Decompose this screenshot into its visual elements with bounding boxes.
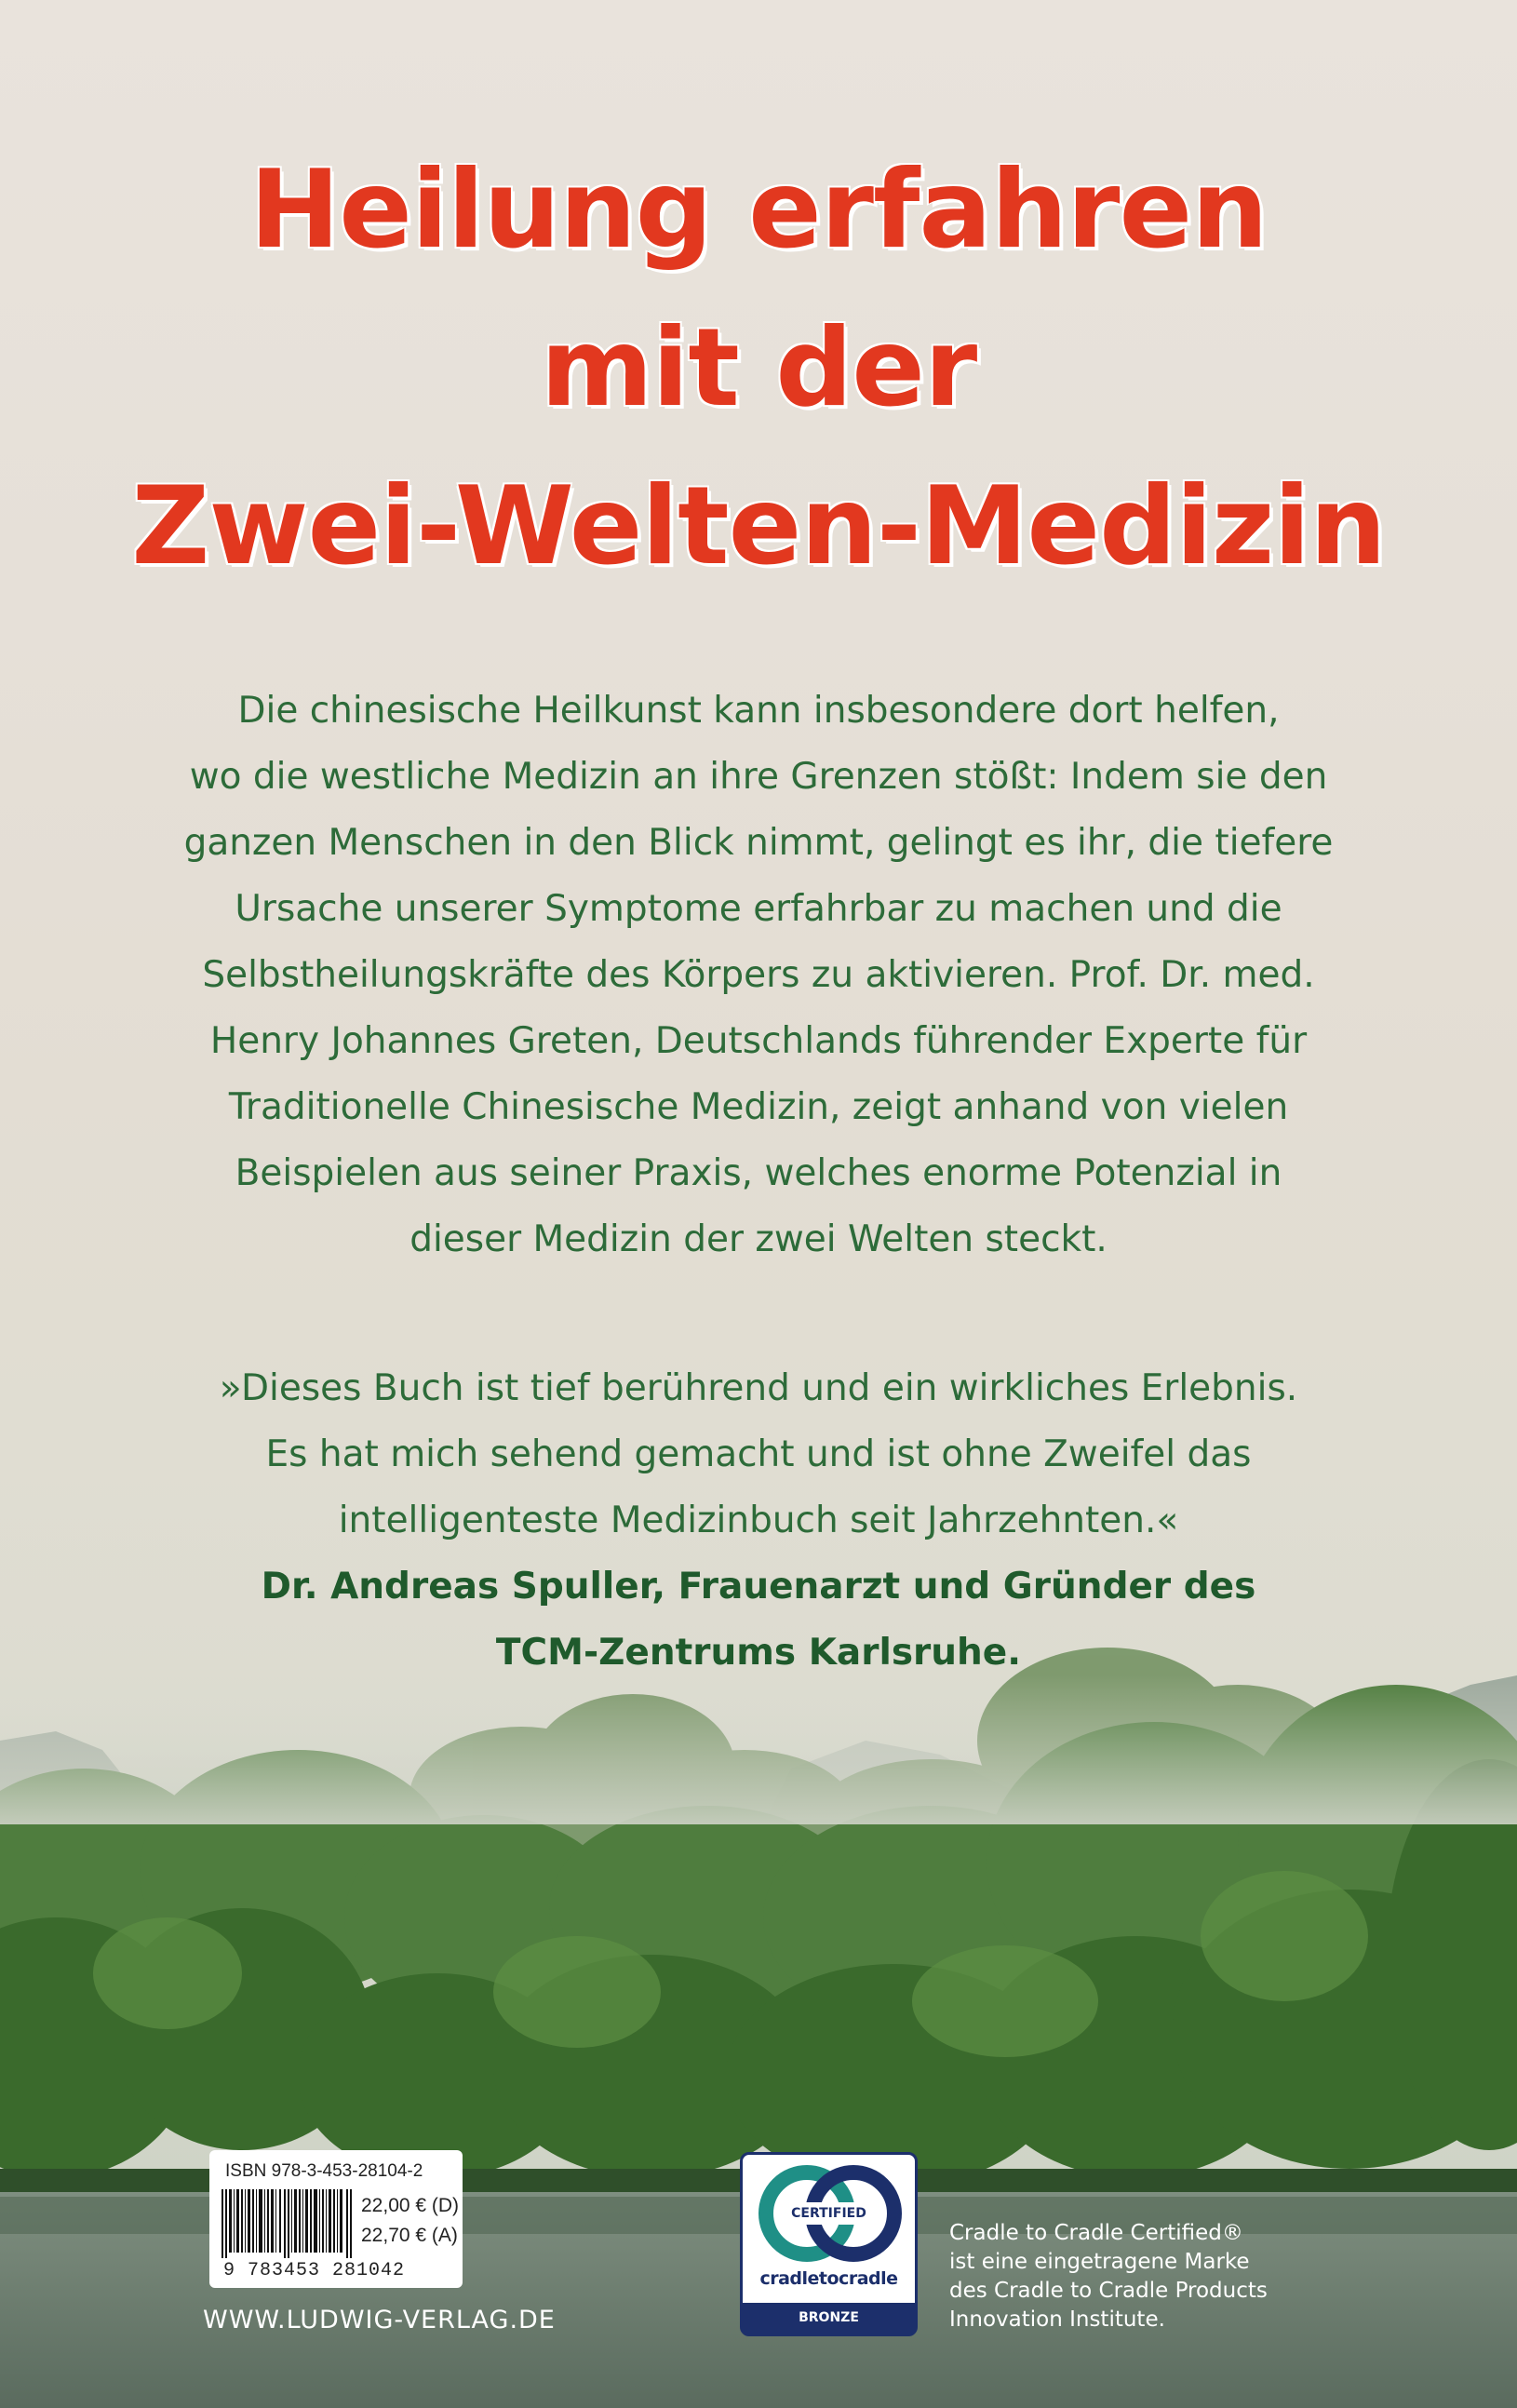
price-austria: 22,70 € (A)	[361, 2225, 458, 2246]
description-line: ganzen Menschen in den Blick nimmt, gelingt es ihr, die tiefere	[183, 822, 1334, 864]
barcode-icon	[222, 2189, 354, 2258]
publisher-website: WWW.LUDWIG-VERLAG.DE	[203, 2306, 556, 2334]
c2c-note-line: des Cradle to Cradle Products	[949, 2279, 1268, 2303]
description-line: wo die westliche Medizin an ihre Grenzen stößt: Indem sie den	[189, 756, 1328, 798]
description-line: dieser Medizin der zwei Welten steckt.	[409, 1218, 1108, 1260]
description-line: Henry Johannes Greten, Deutschlands führender Experte für	[209, 1020, 1308, 1062]
quote-author-line: Dr. Andreas Spuller, Frauenarzt und Gründer des	[261, 1566, 1256, 1608]
c2c-note-line: ist eine eingetragene Marke	[949, 2250, 1250, 2274]
c2c-wordmark: cradletocradle	[759, 2268, 898, 2289]
c2c-level-label: BRONZE	[799, 2310, 859, 2325]
description-line: Die chinesische Heilkunst kann insbesondere dort helfen,	[237, 690, 1280, 732]
quote-line: »Dieses Buch ist tief berührend und ein wirkliches Erlebnis.	[219, 1367, 1298, 1409]
c2c-certified-label: CERTIFIED	[791, 2206, 866, 2221]
registered-mark: ®	[897, 2159, 908, 2173]
description-line: Ursache unserer Symptome erfahrbar zu machen und die	[235, 888, 1282, 930]
quote-author-line: TCM-Zentrums Karlsruhe.	[495, 1632, 1022, 1674]
isbn-label: ISBN 978-3-453-28104-2	[225, 2161, 423, 2181]
c2c-note-line: Cradle to Cradle Certified®	[949, 2221, 1243, 2245]
cover-title-line-3: Zwei-Welten-Medizin	[131, 464, 1386, 589]
cover-title-line-1: Heilung erfahren	[249, 147, 1268, 273]
description-line: Selbstheilungskräfte des Körpers zu aktivieren. Prof. Dr. med.	[202, 954, 1315, 996]
price-germany: 22,00 € (D)	[361, 2195, 460, 2216]
quote-line: intelligenteste Medizinbuch seit Jahrzehnten.«	[338, 1500, 1179, 1541]
barcode-number: 9 783453 281042	[223, 2260, 406, 2281]
cover-title-line-2: mit der	[540, 305, 977, 431]
description-line: Traditionelle Chinesische Medizin, zeigt anhand von vielen	[228, 1086, 1289, 1128]
description-line: Beispielen aus seiner Praxis, welches enorme Potenzial in	[235, 1152, 1282, 1194]
quote-line: Es hat mich sehend gemacht und ist ohne Zweifel das	[265, 1433, 1252, 1475]
c2c-note-line: Innovation Institute.	[949, 2307, 1165, 2332]
